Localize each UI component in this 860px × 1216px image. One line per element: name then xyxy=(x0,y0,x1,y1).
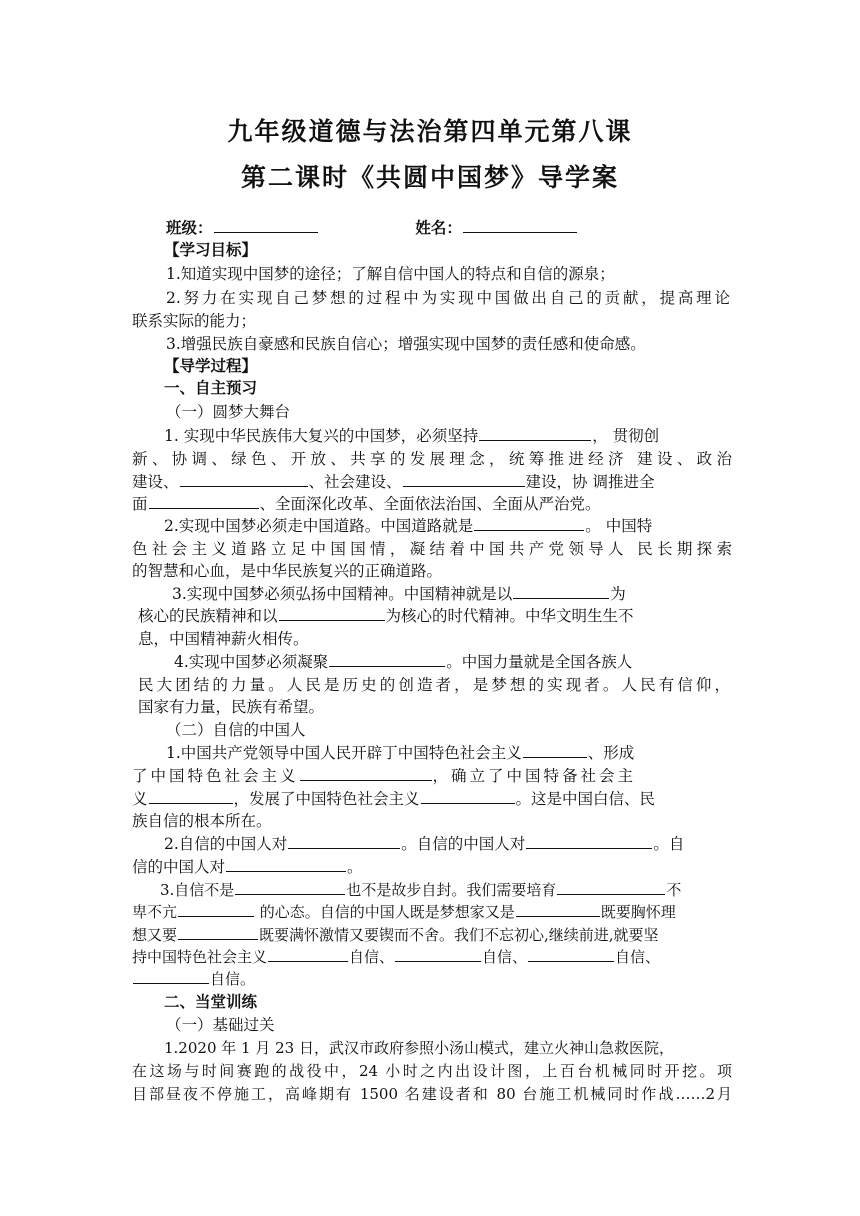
document-subtitle: 第二课时《共圆中国梦》导学案 xyxy=(240,163,619,192)
practice-q1-line-3: 目部昼夜不停施工，高峰期有 1500 名建设者和 80 台施工机械同时作战……2月 xyxy=(132,1085,732,1103)
blank-5[interactable] xyxy=(474,516,584,531)
blank-17[interactable] xyxy=(557,880,665,895)
confidence-1-line-3: 义 ，发展了中国特色社会主义 。这是中国白信、民 xyxy=(132,790,656,808)
objective-2-cont: 联系实际的能力； xyxy=(132,312,257,330)
name-label: 姓名： xyxy=(415,219,462,237)
item-1-line-2: 新、协调、绿色、开放、共享的发展理念，统筹推进经济 建设、政治 xyxy=(132,450,732,468)
form-row xyxy=(166,218,766,238)
class-label: 班级： xyxy=(166,219,213,237)
blank-7[interactable] xyxy=(279,606,385,621)
item-3-line-1: 3.实现中国梦必须弘扬中国精神。中国精神就是以 为 xyxy=(172,585,626,603)
confidence-1-line-2: 了中国特色社会主义 ，确立了中国特备社会主 xyxy=(132,767,637,785)
item-1-line-1: 1. 实现中华民族伟大复兴的中国梦，必须坚持 ， 贯彻创 xyxy=(164,427,660,445)
item-2-line-2: 色社会主义道路立足中国国情，凝结着中国共产党领导人 民长期探索 xyxy=(132,540,732,558)
confidence-2-line-2: 信的中国人对 。 xyxy=(132,858,363,876)
confidence-3-line-5: 自信。 xyxy=(132,969,732,989)
blank-24[interactable] xyxy=(133,969,209,984)
item-2-line-3: 的智慧和心血，是中华民族复兴的正确道路。 xyxy=(132,562,443,580)
blank-4[interactable] xyxy=(149,494,259,509)
blank-15[interactable] xyxy=(226,857,346,872)
confidence-1-line-1: 1.中国共产党领导中国人民开辟丁中国特色社会主义 、形成 xyxy=(166,744,635,762)
heading-practice: 二、当堂训练 xyxy=(164,993,258,1011)
subheading-dream-stage: （一）圆梦大舞台 xyxy=(166,403,291,421)
practice-q1-line-2: 在这场与时间赛跑的战役中，24 小时之内出设计图，上百台机械同时开挖。项 xyxy=(132,1062,732,1080)
blank-21[interactable] xyxy=(268,947,348,962)
blank-1[interactable] xyxy=(479,426,591,441)
item-4-line-2: 民大团结的力量。人民是历史的创造者，是梦想的实现者。人民有信仰， xyxy=(138,676,730,694)
confidence-3-line-4: 持中国特色社会主义 自信、 自信、 自信、 xyxy=(132,948,661,966)
confidence-3-line-3: 想又要 既要满怀激情又要锲而不舍。我们不忘初心,继续前进,就要坚 xyxy=(132,926,659,944)
blank-12[interactable] xyxy=(421,789,515,804)
document-title: 九年级道德与法治第四单元第八课 xyxy=(227,117,633,146)
blank-23[interactable] xyxy=(528,947,614,962)
section-process: 【导学过程】 xyxy=(164,357,258,375)
class-field[interactable] xyxy=(214,218,318,233)
item-4-line-1: 4.实现中国梦必须凝聚 。中国力量就是全国各族人 xyxy=(174,653,633,671)
confidence-3-line-2: 卑不亢 的心态。自信的中国人既是梦想家又是 既要胸怀理 xyxy=(132,903,676,921)
blank-22[interactable] xyxy=(395,947,481,962)
objective-2: 2.努力在实现自己梦想的过程中为实现中国做出自己的贡献，提高理论 xyxy=(166,289,730,307)
item-1-line-4: 面 、全面深化改革、全面依法治国、全面从严治党。 xyxy=(132,495,601,513)
subheading-basic: （一）基础过关 xyxy=(166,1016,275,1034)
blank-19[interactable] xyxy=(516,902,600,917)
heading-preview: 一、自主预习 xyxy=(164,379,258,397)
blank-11[interactable] xyxy=(149,789,233,804)
subheading-confident-chinese: （二）自信的中国人 xyxy=(166,721,306,739)
blank-14[interactable] xyxy=(526,834,652,849)
blank-8[interactable] xyxy=(329,652,445,667)
name-field[interactable] xyxy=(463,218,577,233)
objective-3: 3.增强民族自豪感和民族自信心；增强实现中国梦的责任感和使命感。 xyxy=(166,335,646,353)
item-2-line-1: 2.实现中国梦必须走中国道路。中国道路就是 。 中国特 xyxy=(164,517,653,535)
section-objectives: 【学习目标】 xyxy=(164,241,258,259)
blank-13[interactable] xyxy=(288,834,400,849)
item-1-line-3: 建设、 、社会建设、 建设，协 调推进全 xyxy=(132,473,655,491)
confidence-1-line-4: 族自信的根本所在。 xyxy=(132,812,272,830)
confidence-3-line-1: 3.自信不是 也不是故步自封。我们需要培育 不 xyxy=(160,881,682,899)
practice-q1-line-1: 1.2020 年 1 月 23 日，武汉市政府参照小汤山模式，建立火神山急救医院， xyxy=(164,1039,674,1057)
objective-1: 1.知道实现中国梦的途径；了解自信中国人的特点和自信的源泉； xyxy=(166,265,615,283)
blank-9[interactable] xyxy=(523,743,587,758)
item-4-line-3: 国家有力量，民族有希望。 xyxy=(138,698,325,716)
blank-16[interactable] xyxy=(235,880,345,895)
blank-20[interactable] xyxy=(178,925,258,940)
blank-6[interactable] xyxy=(513,584,609,599)
blank-3[interactable] xyxy=(403,472,525,487)
confidence-2-line-1: 2.自信的中国人对 。自信的中国人对 。自 xyxy=(164,835,685,853)
item-3-line-2: 核心的民族精神和以 为核心的时代精神。中华文明生生不 xyxy=(138,607,634,625)
blank-10[interactable] xyxy=(300,766,432,781)
blank-18[interactable] xyxy=(178,902,254,917)
blank-2[interactable] xyxy=(180,472,308,487)
item-3-line-3: 息，中国精神薪火相传。 xyxy=(138,630,309,648)
